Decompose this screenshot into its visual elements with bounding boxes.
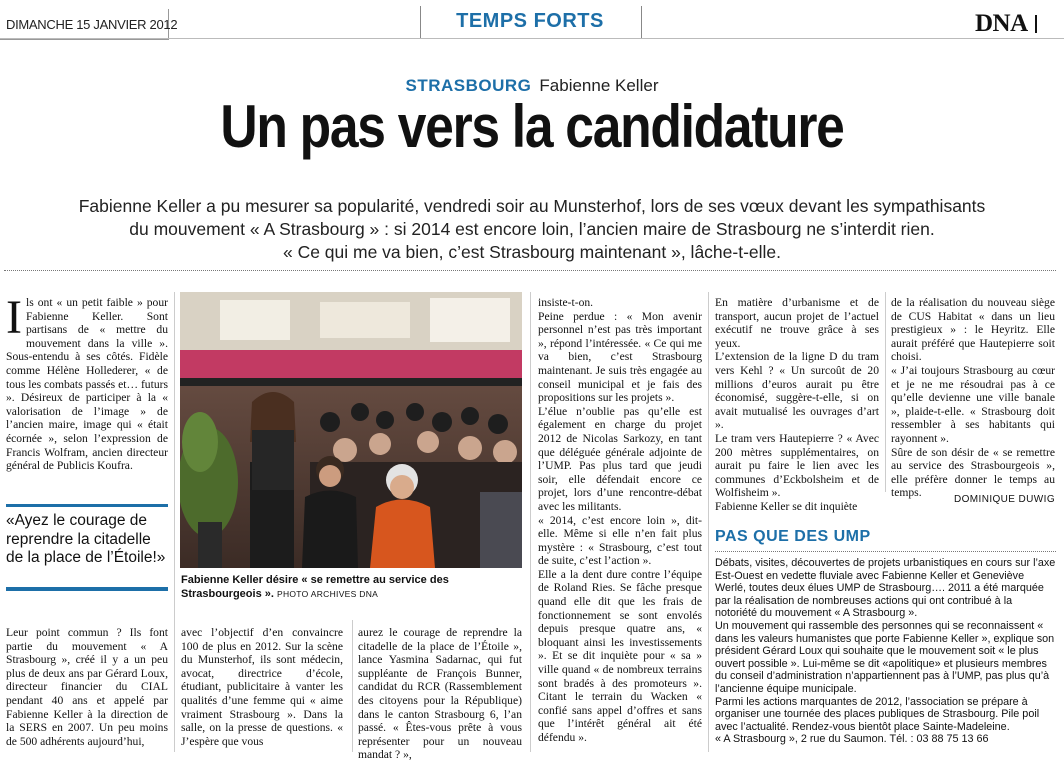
- author-signature: DOMINIQUE DUWIG: [954, 494, 1055, 505]
- photo-caption: [181, 573, 521, 601]
- article-column-1: [6, 291, 168, 473]
- section-rubric: TEMPS FORTS: [456, 10, 604, 32]
- paragraph: Peine perdue : « Mon avenir personnel n’est pas très important », répond l’intéressée. « Ce qui me va bien, c’est Strasbourg maintenant. Je suis très engagée au conseil municipal et je fais des propositions sur les projets ».: [538, 309, 702, 405]
- article-column-2: avec l’objectif d’en convaincre 100 de plus en 2012. Sur la scène du Munsterhof, ils sont médecin, avocat, directrice d’école, étudiant, publicitaire à vanter les qualités d’une femme qui « aime vraiment Strasbourg ». Dans la salle, on la presse de questions. « J’espère que vous: [181, 626, 343, 748]
- newspaper-logo: DNA: [975, 10, 1028, 37]
- sidebar-title: PAS QUE DES UMP: [715, 528, 871, 545]
- paragraph: Fabienne Keller se dit inquiète: [715, 499, 858, 513]
- article-title: Un pas vers la candidature: [220, 93, 844, 160]
- kicker-name: Fabienne Keller: [539, 76, 659, 95]
- sidebar-contact: « A Strasbourg », 2 rue du Saumon. Tél. : 03 88 75 13 66: [715, 733, 989, 746]
- column-rule: [530, 292, 531, 752]
- caption-text: Fabienne Keller désire « se remettre au service des Strasbourgeois ».: [181, 574, 449, 600]
- article-column-5: [715, 296, 879, 514]
- lede-divider: [4, 270, 1056, 271]
- paragraph: Sûre de son désir de « se remettre au service des Strasbourgeois », elle préfère donner le temps au temps.: [891, 445, 1055, 500]
- sidebar-paragraph: Un mouvement qui rassemble des personnes qui se reconnaissent « dans les valeurs humanistes que porte Fabienne Keller », explique son président Gérard Loux qui souhaite que le mouvement soit « le plus ouvert possible ». Lui-même se dit «apolitique» et plusieurs membres du conseil d’administration n’appartiennent pas à l’UMP, pas plus qu’à l’ancienne équipe municipale.: [715, 619, 1055, 695]
- lede-line: Fabienne Keller a pu mesurer sa popularité, vendredi soir au Munsterhof, lors de ses vœux devant les sympathisants: [78, 196, 986, 216]
- photo-illustration: [180, 292, 522, 568]
- sidebar-paragraph: Débats, visites, découvertes de projets urbanistiques en cours sur l’axe Est-Ouest en vedette fluviale avec Fabienne Keller et Geneviève Werlé, toutes deux élues UMP de Strasbourg…. 2011 a été marquée par la réalisation de nombreuses actions qui ont contribué à la notoriété du mouvement « A Strasbourg ».: [715, 557, 1056, 620]
- lede-line: du mouvement « A Strasbourg » : si 2014 est encore loin, l’ancien maire de Strasbourg ne s’interdit rien.: [129, 219, 935, 239]
- issue-date: DIMANCHE 15 JANVIER 2012: [6, 17, 178, 32]
- article-column-4: [538, 296, 702, 745]
- column-rule: [352, 620, 353, 752]
- header-rule: [0, 38, 1064, 39]
- logo-bar: [1035, 15, 1037, 33]
- paragraph: En matière d’urbanisme et de transport, aucun projet de l’actuel exécutif ne trouve grâce à ses yeux.: [715, 296, 879, 350]
- paragraph: « 2014, c’est encore loin », dit-elle. Même si elle n’en fait plus mystère : « Strasbourg, c’est tout de suite, c’est l’action ».: [538, 513, 702, 568]
- kicker-place: STRASBOURG: [405, 76, 532, 95]
- paragraph: « J’ai toujours Strasbourg au cœur et je ne me résoudrai pas à ce qu’elle devienne une ville banale », plaide-t-elle. « Strasbourg doit ressembler à ses habitants qui rayonnent ».: [891, 363, 1055, 445]
- lede-line: « Ce qui me va bien, c’est Strasbourg maintenant », lâche-t-elle.: [282, 242, 782, 262]
- sidebar-body: [715, 557, 1056, 746]
- article-lede: [20, 195, 1044, 264]
- article-column-3: aurez le courage de reprendre la citadelle de la place de l’Étoile », lance Yasmina Sadarnac, qui fut suppléante de François Bunner, candidat du RCR (Rassemblement des citoyens pour la République) dans le canton Strasbourg 6, l’an passé. « Êtes-vous prête à vous représenter pour un nouveau mandat ? »,: [358, 626, 522, 762]
- drop-cap: I: [6, 291, 22, 344]
- column-rule: [174, 292, 175, 752]
- quote-rule-top: [6, 504, 168, 507]
- column-rule: [708, 292, 709, 752]
- quote-rule-bottom: [6, 587, 168, 591]
- paragraph: Elle a la dent dure contre l’équipe de Roland Ries. Se fâche presque quand elle dit que les frais de fonctionnement se sont envolés depuis presque quatre ans, « bloquant ainsi les investissements ». Et se dit inquiète pour « sa » ville quand « de nombreux terrains sont bradés à des promoteurs ». Citant le terrain du Wacken « confié sans appel d’offres et sans que l’intérêt général ait été défendu ».: [538, 567, 702, 744]
- article-column-6: [891, 296, 1055, 500]
- article-column-1-continued: Leur point commun ? Ils font partie du mouvement « A Strasbourg », créé il y a un peu plus de deux ans par Gérard Loux, directeur financier du CIAL pendant 40 ans et appelé par Fabienne Keller à la direction de la SERS en 2007. Un peu moins de 500 adhérents aujourd’hui,: [6, 626, 168, 748]
- paragraph: Le tram vers Hautepierre ? « Avec 200 mètres supplémentaires, on aurait pu faire le lien avec les communes d’Eckbolsheim et de Wolfisheim ».: [715, 431, 879, 500]
- sidebar-paragraph: Parmi les actions marquantes de 2012, l’association se prépare à organiser une tournée des places publiques de Strasbourg. Pile poil avec l’actualité. Rendez-vous bientôt place Sainte-Madeleine.: [715, 695, 1040, 733]
- photo-credit: PHOTO ARCHIVES DNA: [276, 589, 379, 599]
- pull-quote: «Ayez le courage de reprendre la citadelle de la place de l’Étoile!»: [6, 512, 166, 566]
- column-text: ls ont « un petit faible » pour Fabienne Keller. Sont partisans de « mettre du mouvement dans la ville ». Sous-entendu à ses côtés. Fidèle comme Hélène Hollederer, « de tous les combats passés et… futurs ». Désireux de participer à la « valorisation de l’image » de l’ancien maire, image qui « était écornée », selon l’expression de Francis Wolfram, ancien directeur général de Publicis Koufra.: [6, 296, 168, 473]
- paragraph: L’élue n’oublie pas qu’elle est également en charge du projet 2012 de Nicolas Sarkozy, en tant que déléguée générale adjointe de l’UMP. Pas plus tard que jeudi soir, elle défendait encore ce projet, lors d’une rencontre-débat avec les militants.: [538, 404, 702, 513]
- paragraph: insiste-t-on.: [538, 296, 594, 309]
- article-photo: [180, 292, 522, 568]
- paragraph: de la réalisation du nouveau siège de CUS Habitat « dans un lieu prestigieux » : le Heyritz. Elle aurait préféré que Hautepierre soit choisi.: [891, 296, 1055, 364]
- sidebar-rule: [715, 551, 1056, 552]
- paragraph: L’extension de la ligne D du tram vers Kehl ? « Un surcoût de 20 millions d’euros aurait pu être économisé, suggère-t-elle, si on avait mutualisé les ouvrages d’art ».: [715, 350, 879, 432]
- column-rule: [885, 292, 886, 492]
